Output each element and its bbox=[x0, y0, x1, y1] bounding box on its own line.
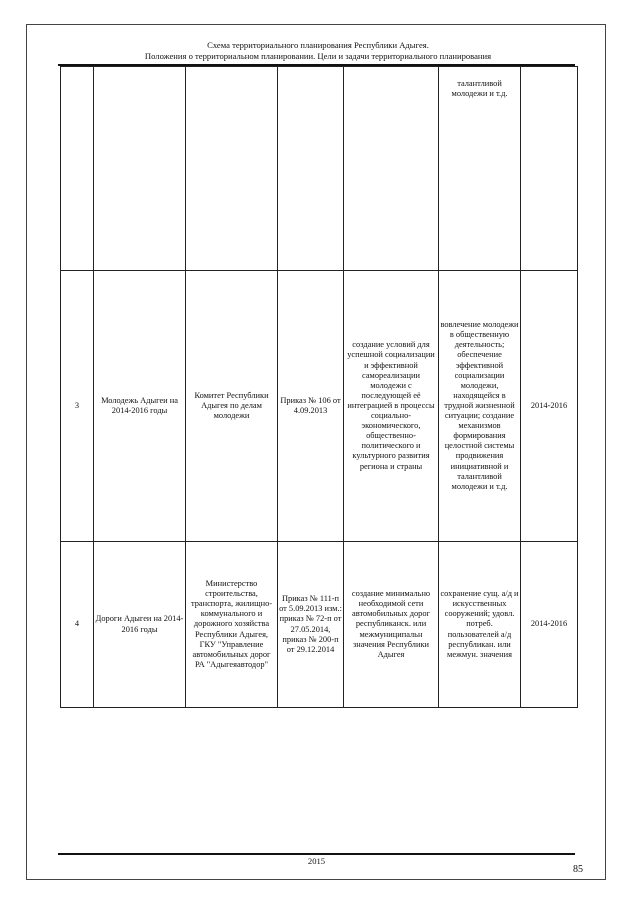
period-cell: 2014-2016 bbox=[521, 271, 578, 542]
document-header-title: Схема территориального планирования Республики Адыгея. bbox=[207, 40, 429, 50]
goals-cell: создание условий для успешной социализации и эффективной самореализации молодежи с последующей её интеграцией в процессы социально-экономического, общественно-политического и культурного развития региона и страны bbox=[344, 271, 439, 542]
executor-cell: Министерство строительства, транспорта, жилищно-коммунального и дорожного хозяйства Республики Адыгея, ГКУ "Управление автомобильных дорог РА "Адыгеяавтодор" bbox=[186, 542, 278, 708]
row-number-cell: 3 bbox=[61, 271, 94, 542]
program-name-cell: Дороги Адыгеи на 2014-2016 годы bbox=[94, 542, 186, 708]
executor-cell: Комитет Республики Адыгея по делам молодежи bbox=[186, 271, 278, 542]
page-number: 85 bbox=[573, 864, 583, 875]
document-cell: Приказ № 106 от 4.09.2013 bbox=[278, 271, 344, 542]
row-number-cell bbox=[61, 67, 94, 271]
table-row bbox=[61, 67, 578, 271]
programs-table bbox=[60, 66, 578, 708]
program-name-cell bbox=[94, 67, 186, 271]
period-cell: 2014-2016 bbox=[521, 542, 578, 708]
program-name-cell: Молодежь Адыгеи на 2014-2016 годы bbox=[94, 271, 186, 542]
tasks-cell: вовлечение молодежи в общественную деятельность; обеспечение эффективной социализации молодежи, находящейся в трудной жизненной ситуации; создание механизмов формирования целостной системы продвижения инициативной и талантливой молодежи и т.д. bbox=[439, 271, 521, 542]
footer-rule bbox=[58, 853, 575, 855]
goals-cell: создание минимально необходимой сети автомобильных дорог республиканск. или межмуниципальн значения Республики Адыгея bbox=[344, 542, 439, 708]
goals-cell bbox=[344, 67, 439, 271]
document-header-subtitle: Положения о территориальном планировании. Цели и задачи территориального планирования bbox=[144, 51, 492, 61]
row-number-cell: 4 bbox=[61, 542, 94, 708]
document-cell bbox=[278, 67, 344, 271]
table-row bbox=[61, 542, 578, 708]
document-cell: Приказ № 111-п от 5.09.2013 изм.: приказ № 72-п от 27.05.2014, приказ № 200-п от 29.12.2014 bbox=[278, 542, 344, 708]
table-row bbox=[61, 271, 578, 542]
period-cell bbox=[521, 67, 578, 271]
tasks-cell: талантливой молодежи и т.д. bbox=[439, 67, 521, 271]
footer-year: 2015 bbox=[307, 856, 326, 866]
tasks-cell: сохранение сущ. а/д и искусственных сооружений; удовл. потреб. пользователей а/д республикан. или межмун. значения bbox=[439, 542, 521, 708]
executor-cell bbox=[186, 67, 278, 271]
